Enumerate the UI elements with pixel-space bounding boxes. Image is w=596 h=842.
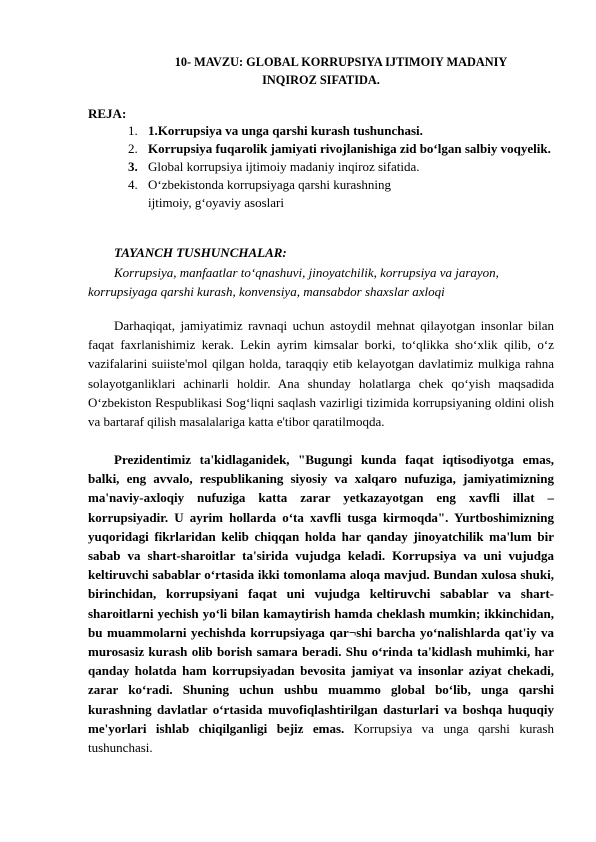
title-line-1: 10- MAVZU: GLOBAL KORRUPSIYA IJTIMOIY MADANIY — [174, 55, 508, 69]
plan-item-number: 4. — [128, 177, 138, 192]
plan-item-text: Global korrupsiya ijtimoiy madaniy inqiroz sifatida. — [148, 159, 420, 174]
body-paragraph-2 — [88, 450, 554, 757]
plan-item-number: 2. — [128, 141, 138, 156]
plan-item — [128, 158, 554, 176]
plan-item-text: Korrupsiya fuqarolik jamiyati rivojlanishiga zid bo‘lgan salbiy voqyelik. — [148, 141, 551, 156]
key-concepts-heading: TAYANCH TUSHUNCHALAR: — [114, 245, 287, 260]
key-concepts-text: Korrupsiya, manfaatlar to‘qnashuvi, jinoyatchilik, korrupsiya va jarayon, korrupsiyaga qarshi kurash, konvensiya, mansabdor shaxslar axloqi — [88, 265, 499, 299]
plan-item — [128, 122, 554, 140]
title-line-2: INQIROZ SIFATIDA. — [262, 73, 380, 87]
paragraph-2-bold-text: Prezidentimiz ta'kidlaganidek, "Bugungi kunda faqat iqtisodiyotga emas, balki, eng avvalo, respublikaning siyosiy va xalqaro nufuziga, jamiyatimizning ma'naviy-axloqiy nufuziga katta zarar yetkazayotgan eng xavfli illat – korrupsiyadir. U ayrim hollarda o‘ta xavfli tusga kirmoqda". Yurtboshimizning yuqoridagi fikrlaridan kelib chiqqan holda har qanday jinoyatchilik ma'lum bir sabab va shart-sharoitlar ta'sirida vujudga keladi. Korrupsiya va uni vujudga keltiruvchi sabablar o‘rtasida ikki tomonlama aloqa mavjud. Bundan xulosa shuki, birinchidan, korrupsiyani faqat uni vujudga keltiruvchi sabablar va shart-sharoitlarni yechish yo‘li bilan kamaytirish hamda cheklash mumkin; ikkinchidan, bu muammolarni yechishda korrupsiyaga qar¬shi barcha yo‘nalishlarda qat'iy va murosasiz kurash olib borish samara beradi. Shu o‘rinda ta'kidlash muhimki, har qanday holatda ham korrupsiyadan bevosita jamiyat va insonlar aziyat chekadi, zarar ko‘radi. Shuning uchun ushbu muammo global bo‘lib, unga qarshi kurashning davlatlar o‘rtasida muvofiqlashtirilgan dasturlari va boshqa huquqiy me'yorlari ishlab chiqilganligi bejiz emas. — [88, 452, 554, 736]
plan-item — [128, 140, 554, 158]
plan-item-text: O‘zbekistonda korrupsiyaga qarshi kurashning ijtimoiy, g‘oyaviy asoslari — [148, 177, 391, 210]
plan-item — [128, 176, 554, 212]
plan-list — [128, 122, 554, 212]
plan-item-number: 1. — [128, 123, 138, 138]
plan-item-number: 3. — [128, 159, 138, 174]
body-paragraph-1: Darhaqiqat, jamiyatimiz ravnaqi uchun astoydil mehnat qilayotgan insonlar bilan faqat faxrlanishimiz kerak. Lekin ayrim kimsalar borki, to‘qlikka sho‘xlik qilib, o‘z vazifalarini suiiste'mol qilgan holda, taraqqiy etib kelayotgan davlatimiz mulkiga rahna solayotganliklari achinarli holdir. Ana shunday holatlarga chek qo‘yish maqsadida O‘zbekiston Respublikasi Sog‘liqni saqlash vazirligi tizimida korrupsiyaning oldini olish va bartaraf qilish masalalariga katta e'tibor qaratilmoqda. — [88, 318, 554, 430]
page-title — [88, 53, 554, 89]
plan-item-text: 1.Korrupsiya va unga qarshi kurash tushunchasi. — [148, 123, 423, 138]
plan-heading: REJA: — [88, 106, 127, 121]
paragraph-2-plain-text: Korrupsiya va unga qarshi kurash tushunchasi. — [88, 720, 554, 756]
